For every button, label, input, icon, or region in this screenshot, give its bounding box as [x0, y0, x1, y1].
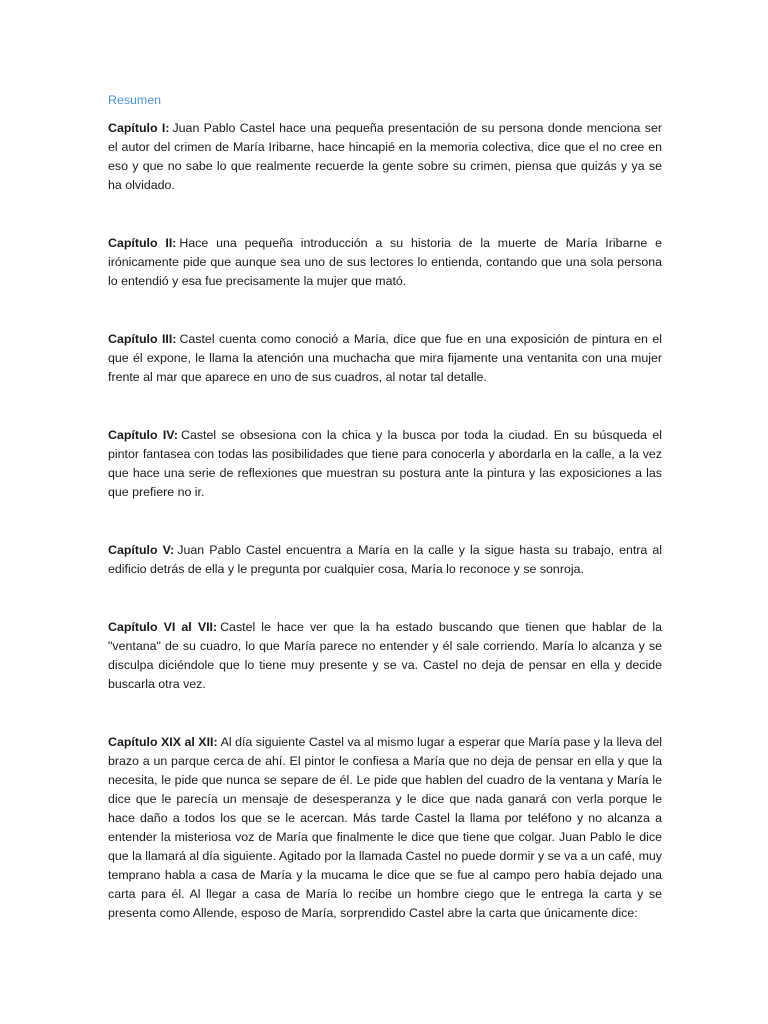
paragraph-chapter-19-12 [108, 733, 662, 923]
paragraph-chapter-2 [108, 234, 662, 291]
document-page [108, 91, 662, 923]
chapter-label: Capítulo I: [108, 121, 170, 135]
chapter-text: Al día siguiente Castel va al mismo lugar a esperar que María pase y la lleva del brazo a un parque cerca de ahí. El pintor le confiesa a María que no deja de pensar en ella y que la necesita, le pide que nunca se separe de él. Le pide que hablen del cuadro de la ventana y María le dice que le parecía un mensaje de desesperanza y le dice que nada ganará con verla porque le hace daño a todos los que se le acercan. Más tarde Castel la llama por teléfono y no alcanza a entender la misteriosa voz de María que finalmente le dice que tiene que colgar. Juan Pablo le dice que la llamará al día siguiente. Agitado por la llamada Castel no puede dormir y se va a un café, muy temprano habla a casa de María y la mucama le dice que se fue al campo pero había dejado una carta para él. Al llegar a casa de María lo recibe un hombre ciego que le entrega la carta y se presenta como Allende, esposo de María, sorprendido Castel abre la carta que únicamente dice: [108, 735, 663, 920]
chapter-label: Capítulo XIX al XII: [108, 735, 218, 749]
chapter-label: Capítulo II: [108, 236, 177, 250]
paragraph-chapter-4 [108, 426, 662, 502]
chapter-text: Castel le hace ver que la ha estado buscando que tienen que hablar de la "ventana" de su cuadro, lo que María parece no entender y él sale corriendo. María lo alcanza y se disculpa diciéndole que lo tiene muy presente y se va. Castel no deja de pensar en ella y decide buscarla otra vez. [108, 620, 663, 691]
chapter-text: Hace una pequeña introducción a su historia de la muerte de María Iribarne e irónicamente pide que aunque sea uno de sus lectores lo entienda, contando que una sola persona lo entendió y esa fue precisamente la mujer que mató. [108, 236, 662, 288]
chapter-label: Capítulo IV: [108, 428, 179, 442]
paragraph-chapter-3 [108, 330, 662, 387]
paragraph-chapter-1 [108, 119, 662, 195]
section-heading: Resumen [108, 93, 162, 107]
chapter-label: Capítulo III: [108, 332, 177, 346]
chapter-label: Capítulo VI al VII: [108, 620, 218, 634]
chapter-text: Castel se obsesiona con la chica y la busca por toda la ciudad. En su búsqueda el pintor fantasea con todas las posibilidades que tiene para conocerla y abordarla en la calle, a la vez que hace una serie de reflexiones que muestran su postura ante la pintura y las exposiciones a las que prefiere no ir. [108, 428, 662, 499]
paragraph-chapter-5 [108, 541, 662, 579]
paragraph-chapter-6-7 [108, 618, 662, 694]
chapter-text: Juan Pablo Castel hace una pequeña presentación de su persona donde menciona ser el autor del crimen de María Iribarne, hace hincapié en la memoria colectiva, dice que el no cree en eso y que no sabe lo que realmente recuerde la gente sobre su crimen, piensa que quizás y ya se ha olvidado. [108, 121, 662, 192]
chapter-text: Juan Pablo Castel encuentra a María en la calle y la sigue hasta su trabajo, entra al edificio detrás de ella y le pregunta por cualquier cosa, María lo reconoce y se sonroja. [108, 543, 662, 576]
chapter-text: Castel cuenta como conoció a María, dice que fue en una exposición de pintura en el que él expone, le llama la atención una muchacha que mira fijamente una ventanita con una mujer frente al mar que aparece en uno de sus cuadros, al notar tal detalle. [108, 332, 663, 384]
chapter-label: Capítulo V: [108, 543, 175, 557]
